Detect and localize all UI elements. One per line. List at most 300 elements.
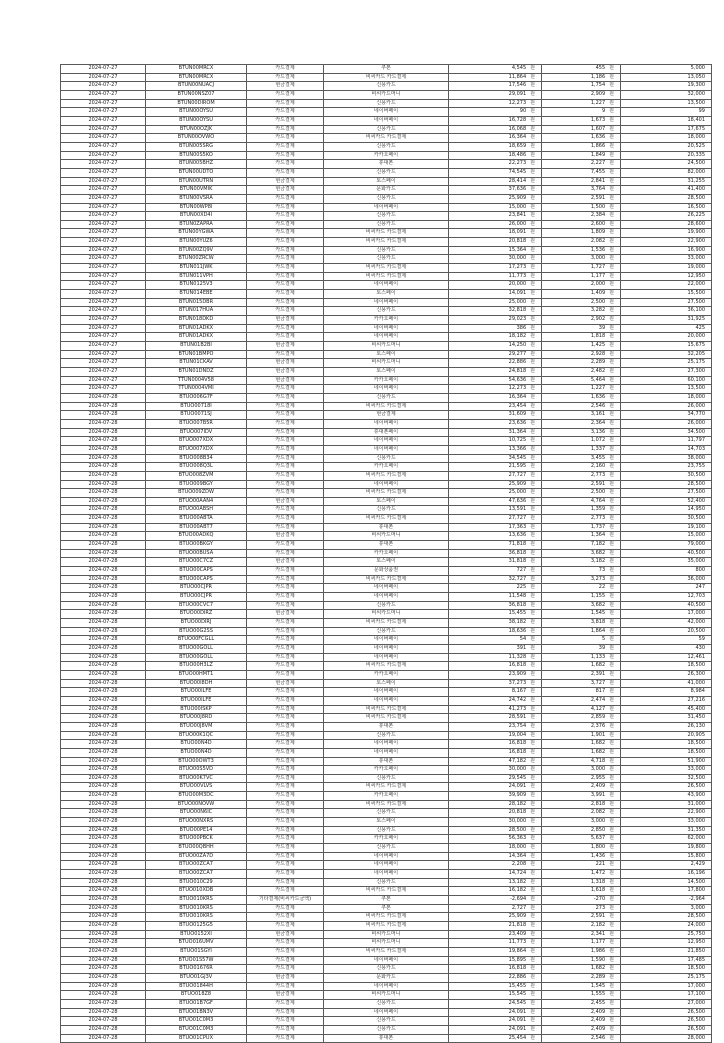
total-cell xyxy=(621,125,712,134)
cell-value: 1,818 xyxy=(590,333,606,340)
payment-type-cell: 카카오페이 xyxy=(324,316,449,325)
order-code-cell: BTUO008B34 xyxy=(146,454,247,463)
amount-cell xyxy=(449,619,542,628)
payment-type-cell: 비씨카드머니 xyxy=(324,939,449,948)
cell-value: 31,255 xyxy=(687,177,705,184)
cell-value: 2,208 xyxy=(511,861,527,868)
table-row xyxy=(61,272,712,281)
currency-unit: 원 xyxy=(530,947,535,954)
payment-type-cell: 신용카드 xyxy=(324,212,449,221)
total-cell xyxy=(621,939,712,948)
sales-grid xyxy=(60,64,712,1043)
order-code-cell: BTUO00AAN4 xyxy=(146,497,247,506)
currency-unit: 원 xyxy=(609,722,614,729)
cell-value: 26,300 xyxy=(687,670,705,677)
cell-value: 11,328 xyxy=(508,653,527,660)
currency-unit: 원 xyxy=(530,272,535,279)
table-row xyxy=(61,402,712,411)
cell-value: 26,000 xyxy=(687,402,705,409)
cell-value: 2,182 xyxy=(590,921,606,928)
payment-method-cell: 카드결제 xyxy=(247,844,324,853)
date-cell: 2024-07-28 xyxy=(61,705,146,714)
cell-value: 27,500 xyxy=(687,489,705,496)
cell-value: 21,818 xyxy=(508,921,527,928)
currency-unit: 원 xyxy=(530,740,535,747)
date-cell: 2024-07-28 xyxy=(61,593,146,602)
payment-type-cell: 비씨카드 카드결제 xyxy=(324,238,449,247)
amount-cell xyxy=(449,670,542,679)
cell-value: 13,182 xyxy=(508,878,527,885)
total-cell xyxy=(621,593,712,602)
total-cell xyxy=(621,844,712,853)
vat-cell xyxy=(542,177,621,186)
order-code-cell: BTUN005BHZ xyxy=(146,160,247,169)
date-cell: 2024-07-28 xyxy=(61,393,146,402)
total-cell xyxy=(621,160,712,169)
currency-unit: 원 xyxy=(530,662,535,669)
payment-method-cell: 현금결제 xyxy=(247,610,324,619)
order-code-cell: BTUO018Z8 xyxy=(146,991,247,1000)
cell-value: 99 xyxy=(698,108,705,115)
cell-value: 3,282 xyxy=(590,307,606,314)
table-row xyxy=(61,852,712,861)
cell-value: 22,000 xyxy=(687,281,705,288)
currency-unit: 원 xyxy=(609,238,614,245)
cell-value: 11,797 xyxy=(687,437,705,444)
total-cell xyxy=(621,792,712,801)
cell-value: 2,391 xyxy=(590,670,606,677)
amount-cell xyxy=(449,956,542,965)
table-row xyxy=(61,246,712,255)
payment-type-cell: 비씨카드 카드결제 xyxy=(324,272,449,281)
cell-value: 82,000 xyxy=(687,168,705,175)
cell-value: 25,175 xyxy=(687,973,705,980)
cell-value: 2,341 xyxy=(590,930,606,937)
table-row xyxy=(61,359,712,368)
cell-value: 19,000 xyxy=(687,264,705,271)
vat-cell xyxy=(542,212,621,221)
vat-cell xyxy=(542,870,621,879)
table-row xyxy=(61,134,712,143)
payment-method-cell: 현금결제 xyxy=(247,186,324,195)
cell-value: 54 xyxy=(519,636,527,643)
cell-value: 36,000 xyxy=(687,575,705,582)
amount-cell xyxy=(449,844,542,853)
cell-value: 13,636 xyxy=(508,532,527,539)
order-code-cell: BTUO00VLVS xyxy=(146,783,247,792)
vat-cell xyxy=(542,809,621,818)
cell-value: 5,464 xyxy=(590,376,606,383)
cell-value: 22,886 xyxy=(508,973,527,980)
currency-unit: 원 xyxy=(609,896,614,902)
currency-unit: 원 xyxy=(609,393,614,400)
amount-cell xyxy=(449,662,542,671)
table-row xyxy=(61,480,712,489)
payment-method-cell: 카드결제 xyxy=(247,852,324,861)
currency-unit: 원 xyxy=(609,116,614,123)
payment-method-cell: 카드결제 xyxy=(247,748,324,757)
vat-cell xyxy=(542,125,621,134)
total-cell xyxy=(621,229,712,238)
vat-cell xyxy=(542,99,621,108)
vat-cell xyxy=(542,186,621,195)
date-cell: 2024-07-28 xyxy=(61,714,146,723)
currency-unit: 원 xyxy=(530,575,535,582)
currency-unit: 원 xyxy=(530,818,535,825)
total-cell xyxy=(621,316,712,325)
total-cell xyxy=(621,454,712,463)
currency-unit: 원 xyxy=(530,168,535,175)
cell-value: 29,277 xyxy=(508,350,527,357)
currency-unit: 원 xyxy=(609,636,614,643)
cell-value: 16,818 xyxy=(508,740,527,747)
cell-value: 26,500 xyxy=(687,783,705,790)
date-cell: 2024-07-27 xyxy=(61,324,146,333)
cell-value: 2,409 xyxy=(590,1008,606,1015)
cell-value: 2,500 xyxy=(590,298,606,305)
total-cell xyxy=(621,108,712,117)
payment-type-cell: 신용카드 xyxy=(324,255,449,264)
currency-unit: 원 xyxy=(609,471,614,478)
currency-unit: 원 xyxy=(609,800,614,807)
currency-unit: 원 xyxy=(530,82,535,89)
total-cell xyxy=(621,255,712,264)
vat-cell xyxy=(542,393,621,402)
total-cell xyxy=(621,809,712,818)
cell-value: 34,500 xyxy=(687,428,705,435)
currency-unit: 원 xyxy=(530,999,535,1006)
cell-value: 22,900 xyxy=(687,238,705,245)
currency-unit: 원 xyxy=(530,930,535,937)
total-cell xyxy=(621,393,712,402)
order-code-cell: BTUN0125V3 xyxy=(146,281,247,290)
table-row xyxy=(61,956,712,965)
currency-unit: 원 xyxy=(530,558,535,565)
cell-value: 32,000 xyxy=(687,90,705,97)
payment-type-cell: 휴대폰 xyxy=(324,160,449,169)
currency-unit: 원 xyxy=(609,515,614,522)
date-cell: 2024-07-27 xyxy=(61,281,146,290)
currency-unit: 원 xyxy=(530,324,535,331)
vat-cell xyxy=(542,714,621,723)
total-cell xyxy=(621,947,712,956)
currency-unit: 원 xyxy=(609,1034,614,1041)
currency-unit: 원 xyxy=(609,653,614,660)
order-code-cell: BTUO00CJPR xyxy=(146,593,247,602)
currency-unit: 원 xyxy=(530,419,535,426)
currency-unit: 원 xyxy=(609,757,614,764)
vat-cell xyxy=(542,264,621,273)
cell-value: 2,000 xyxy=(590,281,606,288)
table-row xyxy=(61,99,712,108)
cell-value: 20,818 xyxy=(508,809,527,816)
cell-value: 1,227 xyxy=(590,385,606,392)
payment-type-cell: 신용카드 xyxy=(324,246,449,255)
amount-cell xyxy=(449,835,542,844)
vat-cell xyxy=(542,766,621,775)
cell-value: 28,591 xyxy=(508,714,527,721)
cell-value: 19,100 xyxy=(687,523,705,530)
total-cell xyxy=(621,549,712,558)
date-cell: 2024-07-28 xyxy=(61,1008,146,1017)
table-row xyxy=(61,264,712,273)
cell-value: 27,727 xyxy=(508,515,527,522)
date-cell: 2024-07-27 xyxy=(61,333,146,342)
amount-cell xyxy=(449,445,542,454)
cell-value: 1,155 xyxy=(590,593,606,600)
amount-cell xyxy=(449,575,542,584)
currency-unit: 원 xyxy=(530,385,535,392)
table-row xyxy=(61,471,712,480)
date-cell: 2024-07-27 xyxy=(61,359,146,368)
currency-unit: 원 xyxy=(530,90,535,97)
vat-cell xyxy=(542,619,621,628)
cell-value: 28,500 xyxy=(687,480,705,487)
cell-value: 17,000 xyxy=(687,982,705,989)
amount-cell xyxy=(449,333,542,342)
currency-unit: 원 xyxy=(530,471,535,478)
amount-cell xyxy=(449,939,542,948)
cell-value: 23,755 xyxy=(687,463,705,470)
cell-value: 1,727 xyxy=(590,264,606,271)
total-cell xyxy=(621,65,712,74)
amount-cell xyxy=(449,290,542,299)
cell-value: 16,500 xyxy=(687,203,705,210)
amount-cell xyxy=(449,549,542,558)
currency-unit: 원 xyxy=(530,679,535,686)
currency-unit: 원 xyxy=(530,939,535,946)
date-cell: 2024-07-27 xyxy=(61,246,146,255)
payment-type-cell: 네이버페이 xyxy=(324,653,449,662)
currency-unit: 원 xyxy=(609,82,614,89)
payment-method-cell: 기타결제(비씨카드금액) xyxy=(247,896,324,905)
currency-unit: 원 xyxy=(530,411,535,418)
order-code-cell: BTUO01BN3V xyxy=(146,1008,247,1017)
payment-method-cell: 카드결제 xyxy=(247,826,324,835)
payment-type-cell: 네이버페이 xyxy=(324,584,449,593)
currency-unit: 원 xyxy=(609,506,614,513)
total-cell xyxy=(621,722,712,731)
cell-value: 1,500 xyxy=(590,203,606,210)
date-cell: 2024-07-27 xyxy=(61,385,146,394)
vat-cell xyxy=(542,229,621,238)
cell-value: 18,000 xyxy=(508,844,527,851)
table-row xyxy=(61,930,712,939)
cell-value: 1,682 xyxy=(590,965,606,972)
amount-cell xyxy=(449,168,542,177)
date-cell: 2024-07-27 xyxy=(61,142,146,151)
order-code-cell: BTUO007XDX xyxy=(146,437,247,446)
currency-unit: 원 xyxy=(609,177,614,184)
payment-method-cell: 카드결제 xyxy=(247,904,324,913)
currency-unit: 원 xyxy=(530,696,535,703)
currency-unit: 원 xyxy=(609,558,614,565)
vat-cell xyxy=(542,991,621,1000)
payment-type-cell: 네이버페이 xyxy=(324,333,449,342)
currency-unit: 원 xyxy=(609,73,614,80)
order-code-cell: BTUO00BUSA xyxy=(146,549,247,558)
cell-value: 40,500 xyxy=(687,549,705,556)
date-cell: 2024-07-28 xyxy=(61,800,146,809)
payment-type-cell: 네이버페이 xyxy=(324,748,449,757)
total-cell xyxy=(621,748,712,757)
table-row xyxy=(61,644,712,653)
table-row xyxy=(61,73,712,82)
cell-value: 20,905 xyxy=(687,731,705,738)
date-cell: 2024-07-27 xyxy=(61,194,146,203)
payment-type-cell: 신용카드 xyxy=(324,826,449,835)
payment-type-cell: 신용카드 xyxy=(324,194,449,203)
payment-method-cell: 카드결제 xyxy=(247,982,324,991)
cell-value: 24,545 xyxy=(508,999,527,1006)
total-cell xyxy=(621,766,712,775)
payment-type-cell: 비씨카드 카드결제 xyxy=(324,134,449,143)
order-code-cell: BTUN0ZAPRA xyxy=(146,220,247,229)
currency-unit: 원 xyxy=(530,73,535,80)
total-cell xyxy=(621,246,712,255)
cell-value: 16,818 xyxy=(508,748,527,755)
cell-value: 25,175 xyxy=(687,359,705,366)
amount-cell xyxy=(449,255,542,264)
cell-value: 18,500 xyxy=(687,965,705,972)
cell-value: 18,091 xyxy=(508,229,527,236)
currency-unit: 원 xyxy=(530,212,535,219)
table-row xyxy=(61,212,712,221)
payment-method-cell: 현금결제 xyxy=(247,558,324,567)
amount-cell xyxy=(449,497,542,506)
cell-value: 19,800 xyxy=(687,844,705,851)
cell-value: 2,841 xyxy=(590,177,606,184)
total-cell xyxy=(621,298,712,307)
currency-unit: 원 xyxy=(530,887,535,894)
order-code-cell: BTUN00S5KO xyxy=(146,151,247,160)
vat-cell xyxy=(542,913,621,922)
order-code-cell: BTUN00VSRA xyxy=(146,194,247,203)
date-cell: 2024-07-28 xyxy=(61,489,146,498)
payment-type-cell: 휴대폰 xyxy=(324,1034,449,1043)
date-cell: 2024-07-28 xyxy=(61,887,146,896)
currency-unit: 원 xyxy=(530,861,535,868)
order-code-cell: BTUO00N4D xyxy=(146,748,247,757)
table-row xyxy=(61,316,712,325)
currency-unit: 원 xyxy=(530,757,535,764)
amount-cell xyxy=(449,748,542,757)
table-row xyxy=(61,999,712,1008)
payment-method-cell: 카드결제 xyxy=(247,965,324,974)
vat-cell xyxy=(542,688,621,697)
vat-cell xyxy=(542,281,621,290)
payment-method-cell: 카드결제 xyxy=(247,428,324,437)
table-row xyxy=(61,82,712,91)
vat-cell xyxy=(542,956,621,965)
date-cell: 2024-07-28 xyxy=(61,835,146,844)
cell-value: 17,546 xyxy=(508,82,527,89)
currency-unit: 원 xyxy=(530,835,535,842)
cell-value: 425 xyxy=(695,324,705,331)
amount-cell xyxy=(449,116,542,125)
cell-value: 3,455 xyxy=(590,454,606,461)
vat-cell xyxy=(542,134,621,143)
cell-value: 455 xyxy=(595,65,606,71)
payment-method-cell: 현금결제 xyxy=(247,376,324,385)
cell-value: 14,950 xyxy=(687,506,705,513)
cell-value: 18,636 xyxy=(508,627,527,634)
cell-value: 31,609 xyxy=(508,411,527,418)
amount-cell xyxy=(449,489,542,498)
cell-value: 28,500 xyxy=(687,194,705,201)
amount-cell xyxy=(449,774,542,783)
total-cell xyxy=(621,930,712,939)
payment-type-cell: 휴대폰페이 xyxy=(324,428,449,437)
order-code-cell: BTUO01CPUX xyxy=(146,1034,247,1043)
payment-type-cell: 신용카드 xyxy=(324,1017,449,1026)
currency-unit: 원 xyxy=(609,229,614,236)
payment-type-cell: 토스페이 xyxy=(324,350,449,359)
vat-cell xyxy=(542,385,621,394)
date-cell: 2024-07-27 xyxy=(61,168,146,177)
date-cell: 2024-07-28 xyxy=(61,740,146,749)
cell-value: 26,225 xyxy=(687,212,705,219)
currency-unit: 원 xyxy=(609,142,614,149)
amount-cell xyxy=(449,973,542,982)
total-cell xyxy=(621,1008,712,1017)
total-cell xyxy=(621,731,712,740)
currency-unit: 원 xyxy=(530,246,535,253)
cell-value: 14,250 xyxy=(508,342,527,348)
amount-cell xyxy=(449,731,542,740)
total-cell xyxy=(621,350,712,359)
cell-value: 1,737 xyxy=(590,523,606,530)
payment-type-cell: 네이버페이 xyxy=(324,644,449,653)
cell-value: 34,545 xyxy=(508,454,527,461)
cell-value: 28,000 xyxy=(687,1034,705,1041)
order-code-cell: BTUO00CVC7 xyxy=(146,601,247,610)
date-cell: 2024-07-28 xyxy=(61,454,146,463)
payment-method-cell: 현금결제 xyxy=(247,991,324,1000)
cell-value: 18,659 xyxy=(508,142,527,149)
cell-value: 386 xyxy=(516,324,527,331)
date-cell: 2024-07-28 xyxy=(61,947,146,956)
cell-value: 40,500 xyxy=(687,601,705,608)
date-cell: 2024-07-28 xyxy=(61,1025,146,1034)
cell-value: 2,591 xyxy=(590,194,606,201)
cell-value: 5,000 xyxy=(690,65,705,71)
payment-type-cell: 현금결제 xyxy=(324,411,449,420)
payment-type-cell: 네이버페이 xyxy=(324,636,449,645)
vat-cell xyxy=(542,73,621,82)
date-cell: 2024-07-28 xyxy=(61,549,146,558)
table-row xyxy=(61,878,712,887)
cell-value: 15,675 xyxy=(687,342,705,348)
total-cell xyxy=(621,662,712,671)
payment-method-cell: 카드결제 xyxy=(247,350,324,359)
payment-method-cell: 카드결제 xyxy=(247,714,324,723)
vat-cell xyxy=(542,471,621,480)
vat-cell xyxy=(542,402,621,411)
date-cell: 2024-07-28 xyxy=(61,679,146,688)
payment-method-cell: 카드결제 xyxy=(247,653,324,662)
date-cell: 2024-07-27 xyxy=(61,212,146,221)
currency-unit: 원 xyxy=(530,203,535,210)
payment-method-cell: 카드결제 xyxy=(247,445,324,454)
table-row xyxy=(61,584,712,593)
cell-value: 2,409 xyxy=(590,1017,606,1024)
amount-cell xyxy=(449,982,542,991)
cell-value: 31,450 xyxy=(687,714,705,721)
payment-method-cell: 카드결제 xyxy=(247,757,324,766)
date-cell: 2024-07-27 xyxy=(61,307,146,316)
cell-value: 34,770 xyxy=(687,411,705,418)
